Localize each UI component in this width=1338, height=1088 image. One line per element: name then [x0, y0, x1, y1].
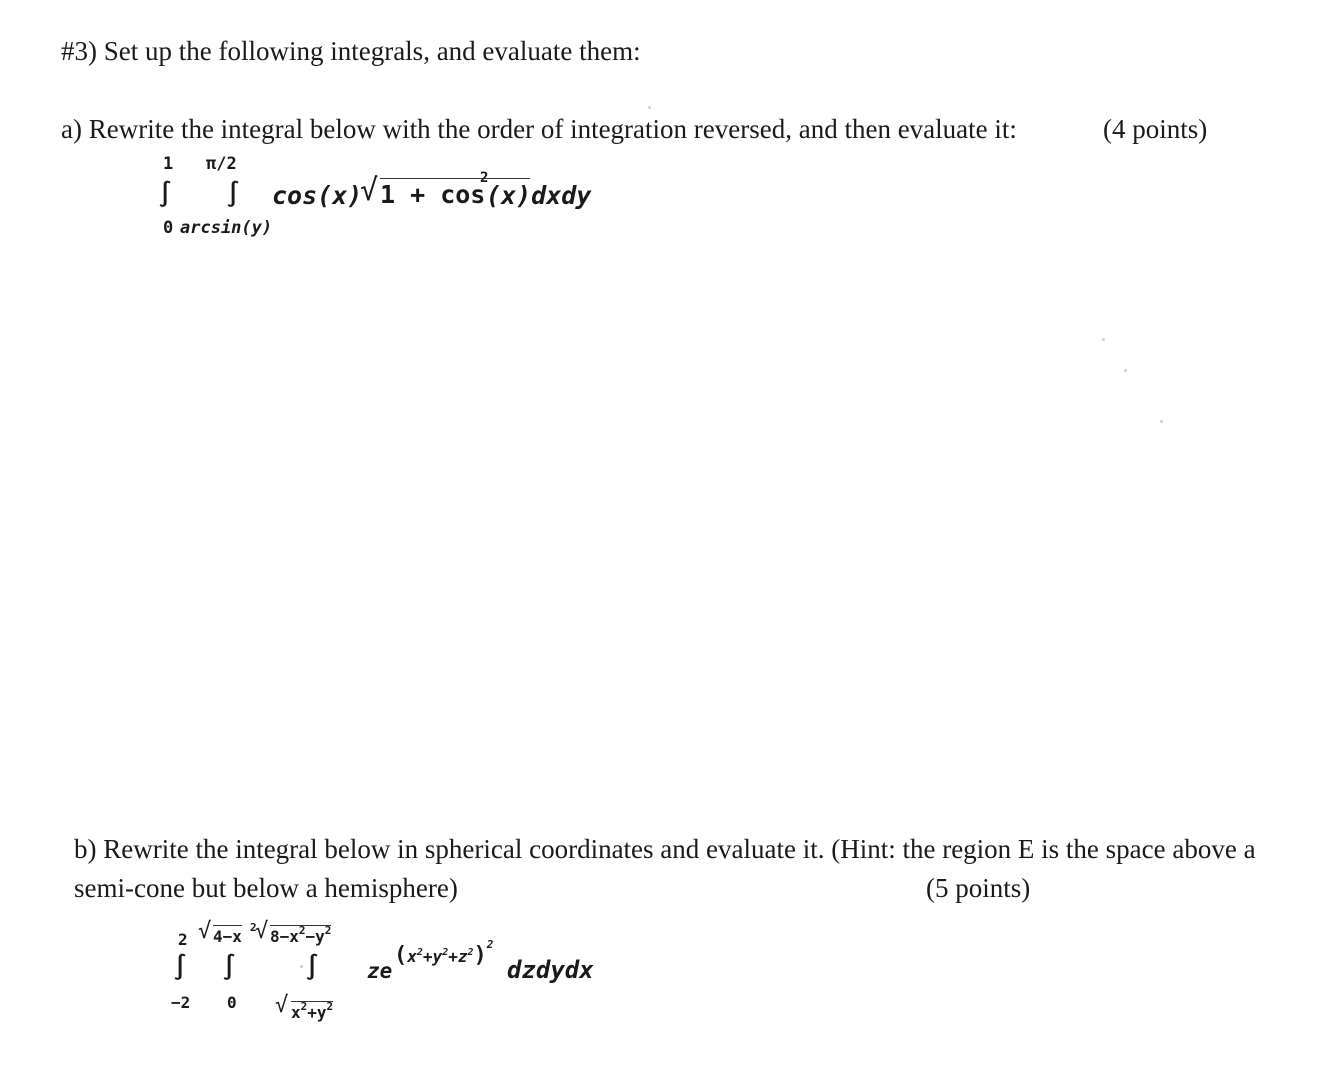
inner-upper-limit: π/2 — [206, 154, 237, 174]
b-exp-x: x — [407, 947, 417, 966]
radicand-text: 1 + cos — [380, 180, 486, 209]
part-a-integral — [150, 150, 630, 245]
scan-speck — [1102, 338, 1105, 341]
b-inner-integral-sign: ∫ — [305, 953, 320, 981]
b-middle-upper — [213, 925, 242, 946]
outer-upper-limit: 1 — [163, 154, 174, 174]
inner-integral-sign: ∫ — [226, 180, 241, 208]
b-middle-integral-sign: ∫ — [222, 953, 237, 981]
part-b-prompt-line2: semi-cone but below a hemisphere) — [74, 873, 458, 903]
b-inner-lower-a: x — [291, 1003, 301, 1022]
b-outer-upper: 2 — [178, 930, 188, 949]
b-inner-upper-exp2: 2 — [324, 924, 332, 937]
b-differentials: dzdydx — [507, 956, 594, 984]
b-inner-lower — [291, 1001, 333, 1022]
outer-lower-limit: 0 — [163, 218, 174, 238]
b-outer-integral-sign: ∫ — [173, 953, 188, 981]
radicand-exponent: 2 — [480, 170, 489, 186]
b-exp-outer-pow: 2 — [486, 938, 494, 951]
b-integrand-base: ze — [367, 959, 393, 983]
part-b-integral — [165, 915, 625, 1035]
b-inner-sqrt: √ — [255, 919, 269, 944]
scan-speck — [300, 965, 303, 968]
sqrt-symbol: √ — [360, 173, 379, 208]
b-exp-z-pow: 2 — [467, 947, 474, 958]
b-inner-upper — [270, 925, 331, 946]
b-inner-lower-exp2: 2 — [326, 1000, 334, 1013]
b-inner-lower-sqrt: √ — [275, 993, 289, 1018]
b-exp-z: +z — [448, 947, 468, 966]
b-exp-open-paren: ( — [394, 943, 408, 968]
b-middle-upper-text: 4−x — [213, 927, 242, 946]
b-middle-sqrt: √ — [198, 919, 212, 944]
part-a-prompt: a) Rewrite the integral below with the order of integration reversed, and then evaluate it: — [61, 114, 1017, 144]
b-inner-lower-b: +y — [307, 1003, 327, 1022]
scan-speck — [648, 106, 651, 109]
scan-speck — [1124, 369, 1127, 372]
b-middle-upper-exp: 2 — [250, 921, 257, 934]
b-outer-lower: −2 — [171, 993, 191, 1012]
part-b-prompt-line1: b) Rewrite the integral below in spherical coordinates and evaluate it. (Hint: the region E is the space above a — [74, 834, 1256, 864]
part-b-points: (5 points) — [926, 873, 1031, 903]
b-exp-close-paren: ) — [473, 943, 487, 968]
problem-heading: #3) Set up the following integrals, and evaluate them: — [61, 36, 641, 66]
integrand-cos: cos(x) — [272, 181, 363, 210]
outer-integral-sign: ∫ — [158, 180, 173, 208]
b-middle-lower: 0 — [227, 993, 237, 1012]
b-inner-upper-a: 8−x — [270, 927, 299, 946]
b-integrand-exponent — [394, 938, 494, 968]
inner-lower-limit: arcsin(y) — [180, 218, 273, 238]
b-exp-x-pow: 2 — [416, 947, 423, 958]
part-a-points: (4 points) — [1103, 114, 1208, 144]
b-inner-upper-b: −y — [305, 927, 325, 946]
scan-speck — [1160, 420, 1163, 423]
integrand-tail: (x)dxdy — [486, 181, 592, 210]
b-inner-lower-exp1: 2 — [300, 1000, 308, 1013]
b-exp-y: +y — [422, 947, 443, 966]
b-inner-upper-exp1: 2 — [298, 924, 306, 937]
b-exp-y-pow: 2 — [442, 947, 449, 958]
